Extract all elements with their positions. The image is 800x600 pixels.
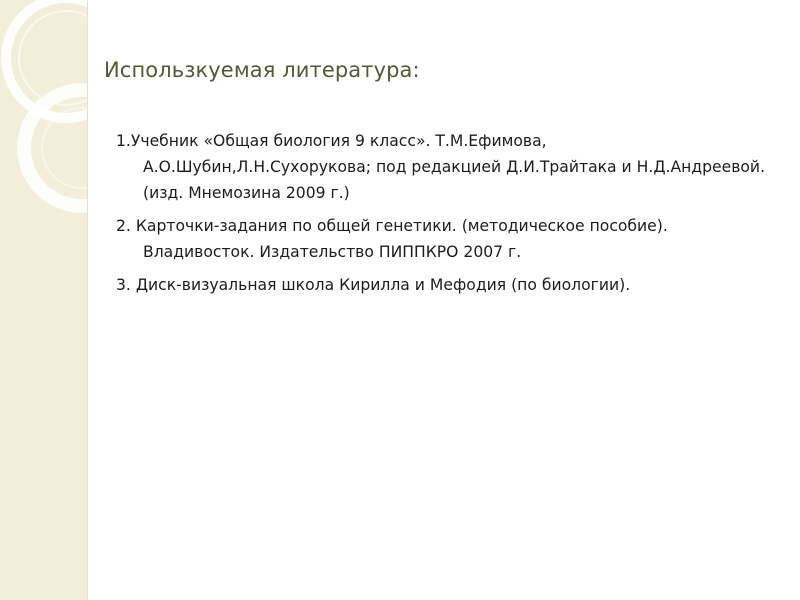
decorative-circles <box>0 0 88 600</box>
slide-title: Использкуемая литература: <box>104 58 420 82</box>
reference-item-1: 1.Учебник «Общая биология 9 класс». Т.М.Ефимова, А.О.Шубин,Л.Н.Сухорукова; под редакцией Д.И.Трайтака и Н.Д.Андреевой.(изд. Мнемозина 2009 г.) <box>116 132 766 202</box>
side-band-divider <box>87 0 88 600</box>
decorative-side-band <box>0 0 88 600</box>
reference-item-3: 3. Диск-визуальная школа Кирилла и Мефодия (по биологии). <box>116 276 631 294</box>
references-list <box>116 128 766 305</box>
reference-item-2: 2. Карточки-задания по общей генетики. (методическое пособие). Владивосток. Издательство ПИППКРО 2007 г. <box>116 217 668 261</box>
